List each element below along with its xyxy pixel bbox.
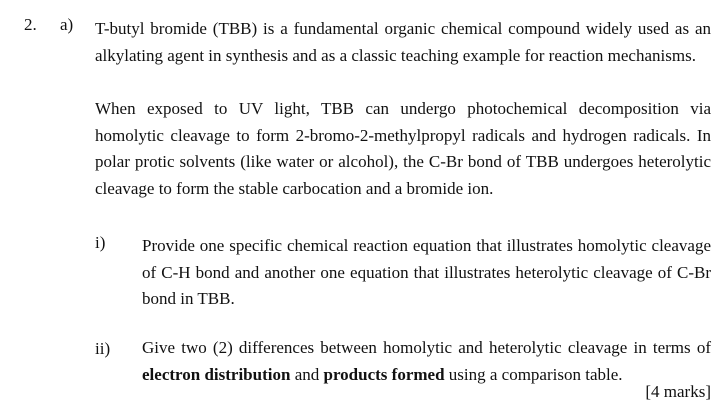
question-part-label: a): [60, 15, 74, 34]
subquestion-i-label: i): [95, 233, 106, 252]
intro-paragraph: T-butyl bromide (TBB) is a fundamental organic chemical compound widely used as an alkylating agent in synthesis and as a classic teaching example for reaction mechanisms.: [95, 19, 711, 65]
subquestion-ii-label: ii): [95, 339, 111, 358]
marks-allocation: [4 marks]: [645, 382, 711, 401]
keyword-products-formed: products formed: [323, 364, 445, 384]
subquestion-ii-text-after: using a comparison table.: [444, 364, 623, 384]
subquestion-ii-text: [142, 335, 711, 388]
subquestion-i-text: Provide one specific chemical reaction equation that illustrates homolytic cleavage of C-H bond and another one equation that illustrates heterolytic cleavage of C-Br bond in TBB.: [142, 236, 711, 308]
context-paragraph: When exposed to UV light, TBB can undergo photochemical decomposition via homolytic cleavage to form 2-bromo-2-methylpropyl radicals and hydrogen radicals. In polar protic solvents (like water or alcohol), the C-Br bond of TBB undergoes heterolytic cleavage to form the stable carbocation and a bromide ion.: [95, 99, 711, 198]
subquestion-ii-text-middle: and: [290, 364, 324, 384]
subquestion-ii-text-before: Give two (2) differences between homolytic and heterolytic cleavage in terms of: [142, 338, 711, 357]
question-number: 2.: [24, 15, 37, 34]
keyword-electron-distribution: electron distribution: [142, 364, 291, 384]
